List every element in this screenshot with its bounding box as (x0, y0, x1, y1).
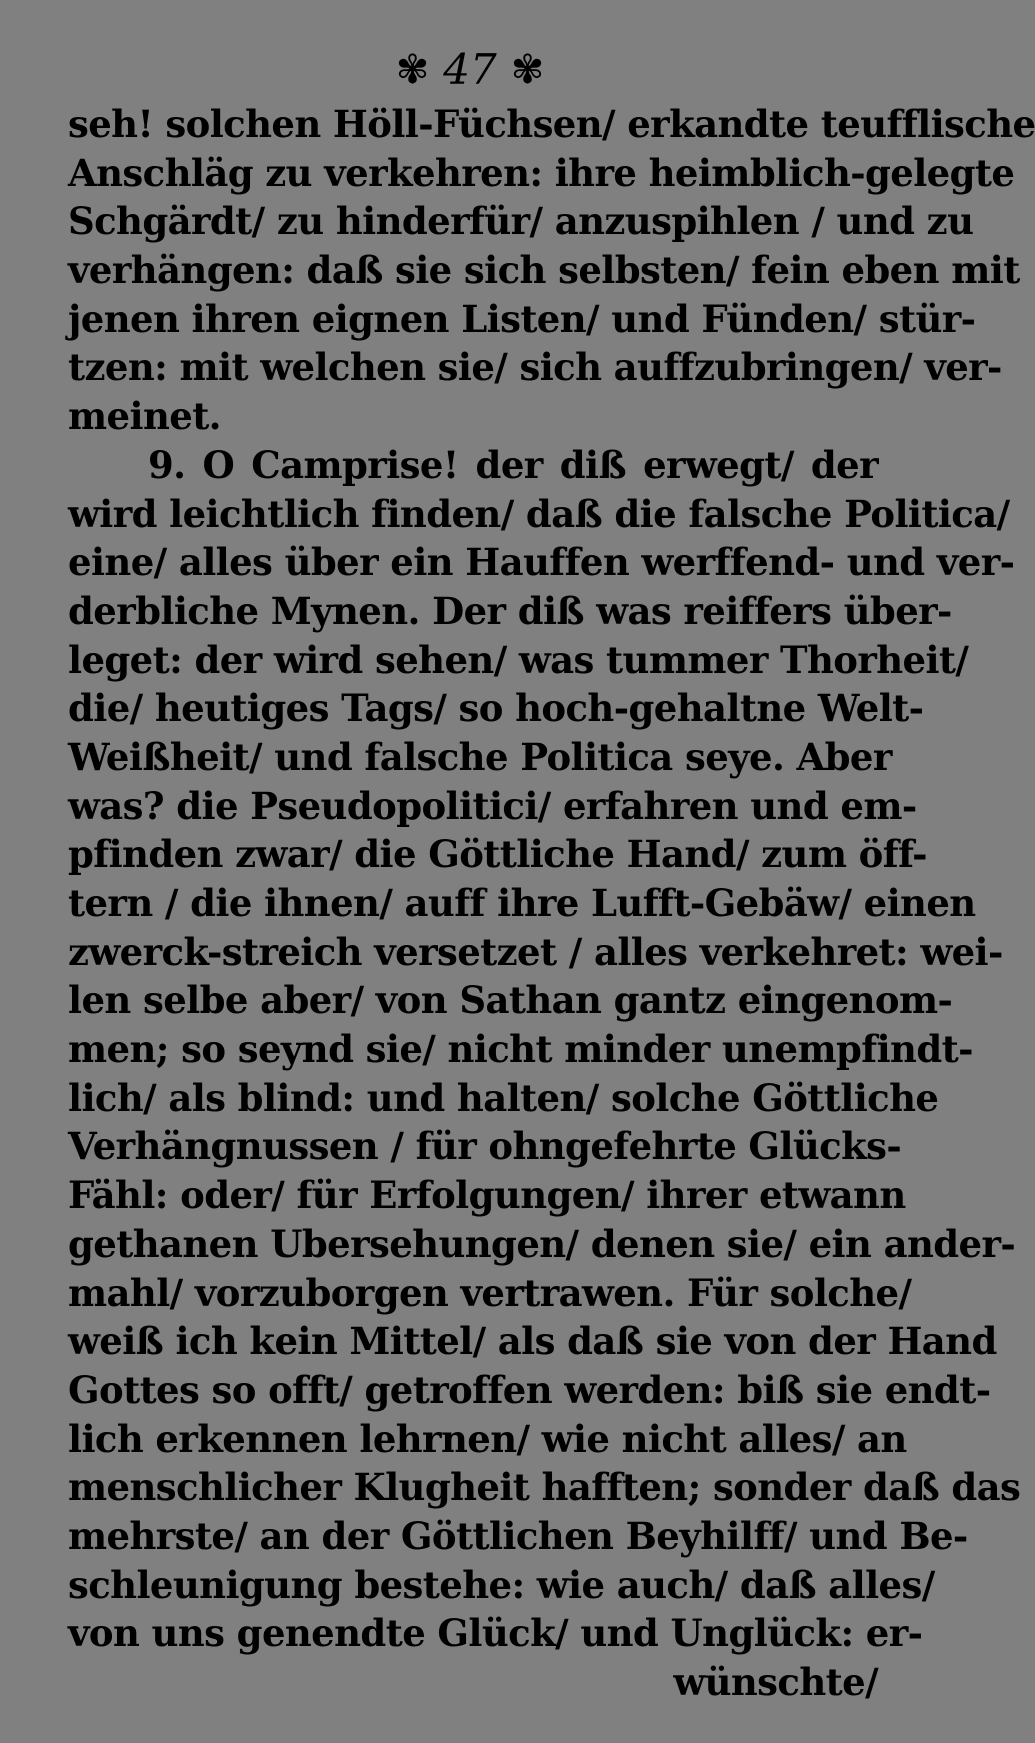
text-line: verhängen: daß sie sich selbsten/ fein eben mit (68, 248, 1020, 293)
text-line: tern / die ihnen/ auff ihre Lufft-Gebäw/ einen (68, 881, 976, 925)
ornament-left-icon: ✾ (395, 47, 430, 93)
text-line: mehrste/ an der Göttlichen Beyhilff/ und Be- (68, 1513, 968, 1558)
page-number: 47 (443, 45, 497, 94)
text-line: eine/ alles über ein Hauffen werffend- und ver- (68, 540, 1015, 585)
text-line: jenen ihren eignen Listen/ und Fünden/ stür- (68, 296, 976, 341)
text-line: Gottes so offt/ getroffen werden: biß sie endt- (68, 1367, 991, 1412)
text-line: leget: der wird sehen/ was tummer Thorheit/ (68, 637, 969, 682)
text-line: die/ heutiges Tags/ so hoch-gehaltne Welt- (68, 686, 924, 731)
body-text (68, 100, 1035, 1707)
text-line: Fähl: oder/ für Erfolgungen/ ihrer etwann (68, 1173, 906, 1218)
text-line: schleunigung bestehe: wie auch/ daß alles/ (68, 1562, 935, 1607)
text-line: zwerck-streich versetzet / alles verkehret: wei- (68, 929, 1003, 974)
text-line: gethanen Ubersehungen/ denen sie/ ein ander- (68, 1221, 1016, 1266)
text-line: Schgärdt/ zu hinderfür/ anzuspihlen / und zu (68, 199, 974, 244)
paragraph-start-line: 9. O Camprise! der diß erwegt/ der (148, 442, 878, 487)
text-line: menschlicher Klugheit hafften; sonder daß das (68, 1465, 1021, 1510)
text-line: Anschläg zu verkehren: ihre heimblich-gelegte (68, 150, 1015, 195)
ornament-right-icon: ✾ (510, 47, 545, 93)
text-line: mahl/ vorzuborgen vertrawen. Für solche/ (68, 1270, 912, 1315)
text-line: wird leichtlich finden/ daß die falsche Politica/ (68, 491, 1010, 536)
text-line: tzen: mit welchen sie/ sich auffzubringen/ ver- (68, 345, 1002, 390)
text-line: was? die Pseudopolitici/ erfahren und em- (68, 783, 917, 828)
text-line: Weißheit/ und falsche Politica seye. Aber (68, 734, 892, 779)
text-line: weiß ich kein Mittel/ als daß sie von der Hand (68, 1319, 997, 1364)
text-line: lich/ als blind: und halten/ solche Göttliche (68, 1075, 939, 1120)
text-line: meinet. (68, 394, 221, 439)
text-line: len selbe aber/ von Sathan gantz eingenom- (68, 978, 953, 1023)
text-line: seh! solchen Höll-Füchsen/ erkandte teufflische (68, 102, 1035, 146)
text-line: lich erkennen lehrnen/ wie nicht alles/ an (68, 1416, 907, 1461)
text-line: men; so seynd sie/ nicht minder unempfindt- (68, 1027, 973, 1072)
catchword-line: wünschte/ (673, 1660, 878, 1704)
text-line: derbliche Mynen. Der diß was reiffers über- (68, 588, 952, 633)
text-line: von uns genendte Glück/ und Unglück: er- (68, 1611, 923, 1656)
text-line: pfinden zwar/ die Göttliche Hand/ zum öff- (68, 832, 927, 877)
text-line: Verhängnussen / für ohngefehrte Glücks- (68, 1124, 902, 1169)
page-header (370, 40, 570, 100)
